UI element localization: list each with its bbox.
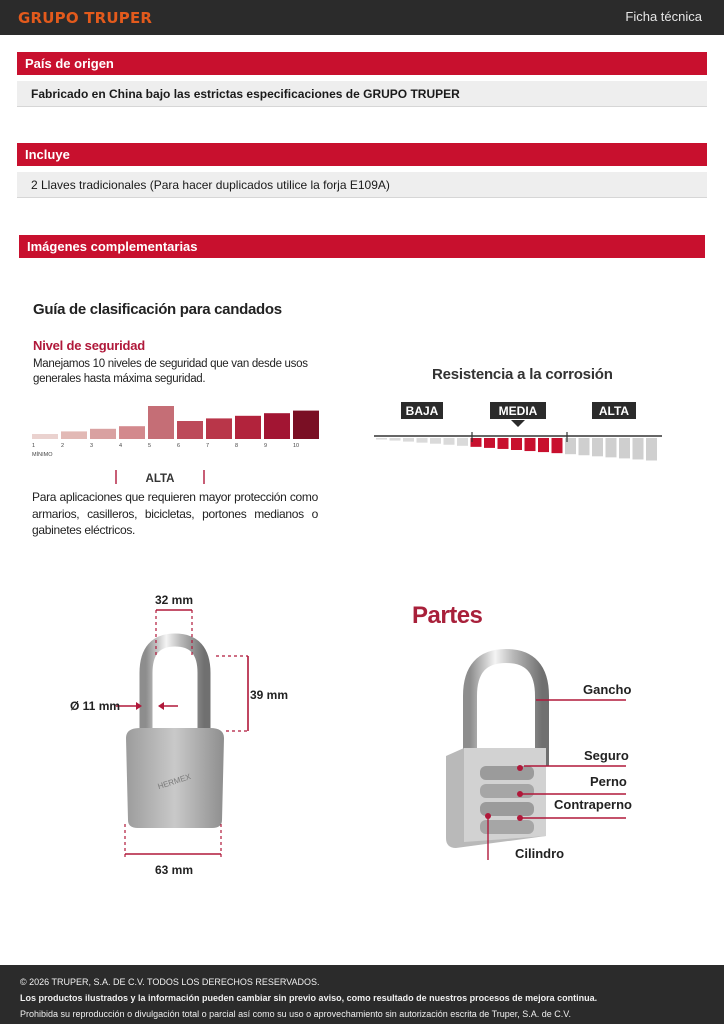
level-number-4: 4 bbox=[119, 443, 123, 449]
origin-text: Fabricado en China bajo las estrictas especificaciones de GRUPO TRUPER bbox=[17, 81, 707, 107]
includes-text: 2 Llaves tradicionales (Para hacer duplicados utilice la forja E109A) bbox=[17, 172, 707, 198]
corrosion-segment-6 bbox=[444, 438, 455, 445]
corrosion-segment-2 bbox=[390, 438, 401, 441]
corrosion-segment-14 bbox=[552, 438, 563, 453]
top-width-label: 32 mm bbox=[154, 593, 194, 607]
part-label-cilindro: Cilindro bbox=[515, 846, 565, 861]
section-title-origin: País de origen bbox=[17, 52, 707, 75]
corrosion-segment-16 bbox=[579, 438, 590, 455]
footer-disclaimer: Los productos ilustrados y la información pueden cambiar sin previo aviso, como resultado de nuestros procesos de mejora continua. bbox=[20, 993, 598, 1003]
level-bar-8 bbox=[235, 416, 261, 439]
footer-copyright: © 2026 TRUPER, S.A. DE C.V. TODOS LOS DERECHOS RESERVADOS. bbox=[20, 977, 320, 987]
corrosion-segment-7 bbox=[457, 438, 468, 446]
selected-pointer bbox=[511, 420, 525, 427]
diameter-label: Ø 11 mm bbox=[70, 699, 121, 713]
corrosion-segment-11 bbox=[511, 438, 522, 450]
part-label-seguro: Seguro bbox=[584, 748, 629, 763]
level-number-5: 5 bbox=[148, 443, 152, 449]
application-description: Para aplicaciones que requieren mayor protección como armarios, casilleros, bicicletas, portones medianos o gabinetes eléctricos. bbox=[32, 490, 318, 537]
classification-title: Guía de clasificación para candados bbox=[33, 301, 282, 318]
level-bar-6 bbox=[177, 421, 203, 439]
hermex-mark: HERMEX bbox=[156, 772, 192, 792]
level-number-9: 9 bbox=[264, 443, 268, 449]
security-level-description: Manejamos 10 niveles de seguridad que van desde usos generales hasta máxima seguridad. bbox=[33, 358, 308, 385]
parts-title: Partes bbox=[412, 602, 483, 629]
level-bar-5 bbox=[148, 406, 174, 439]
body-width-label: 63 mm bbox=[154, 863, 194, 877]
level-number-3: 3 bbox=[90, 443, 94, 449]
section-title-images: Imágenes complementarias bbox=[19, 235, 705, 258]
top-bar bbox=[0, 0, 724, 35]
corrosion-scale bbox=[372, 398, 664, 468]
level-bar-2 bbox=[61, 431, 87, 439]
document-type: Ficha técnica bbox=[625, 9, 702, 24]
footer-prohibition: Prohibida su reproducción o divulgación total o parcial así como su uso o aprovechamiento sin autorización escrita de Truper, S.A. de C.V. bbox=[20, 1009, 571, 1019]
section-title-includes: Incluye bbox=[17, 143, 707, 166]
corrosion-segment-13 bbox=[538, 438, 549, 452]
corrosion-segment-12 bbox=[525, 438, 536, 451]
corrosion-segment-4 bbox=[417, 438, 428, 443]
corrosion-title: Resistencia a la corrosión bbox=[432, 366, 613, 383]
level-bar-9 bbox=[264, 413, 290, 439]
part-label-perno: Perno bbox=[590, 774, 627, 789]
brand-logo: GRUPO TRUPER bbox=[18, 9, 153, 27]
corrosion-segment-21 bbox=[646, 438, 657, 461]
corrosion-label-media: MEDIA bbox=[498, 404, 538, 418]
corrosion-segment-1 bbox=[376, 438, 387, 440]
corrosion-label-alta: ALTA bbox=[598, 404, 630, 418]
security-level-title: Nivel de seguridad bbox=[33, 338, 145, 353]
level-bar-7 bbox=[206, 418, 232, 439]
security-level-chart bbox=[28, 398, 323, 488]
selected-level-label: ALTA bbox=[145, 473, 175, 485]
level-bar-4 bbox=[119, 426, 145, 439]
padlock-dimensions-drawing bbox=[60, 588, 300, 883]
corrosion-segment-19 bbox=[619, 438, 630, 458]
level-number-8: 8 bbox=[235, 443, 239, 449]
level-number-7: 7 bbox=[206, 443, 210, 449]
corrosion-segment-5 bbox=[430, 438, 441, 444]
level-number-1: 1 bbox=[32, 443, 36, 449]
level-bar-10 bbox=[293, 411, 319, 439]
corrosion-segment-3 bbox=[403, 438, 414, 442]
footer bbox=[0, 965, 724, 1024]
height-label: 39 mm bbox=[250, 688, 289, 702]
corrosion-segment-9 bbox=[484, 438, 495, 448]
corrosion-label-baja: BAJA bbox=[405, 404, 439, 418]
part-label-contraperno: Contraperno bbox=[554, 797, 632, 812]
level-number-10: 10 bbox=[293, 443, 300, 449]
corrosion-segment-18 bbox=[606, 438, 617, 457]
corrosion-segment-10 bbox=[498, 438, 509, 449]
corrosion-segment-17 bbox=[592, 438, 603, 456]
min-label: MÍNIMO bbox=[32, 452, 53, 458]
corrosion-segment-20 bbox=[633, 438, 644, 459]
level-bar-3 bbox=[90, 429, 116, 439]
level-number-2: 2 bbox=[61, 443, 65, 449]
part-label-gancho: Gancho bbox=[583, 682, 632, 697]
level-number-6: 6 bbox=[177, 443, 181, 449]
level-bar-1 bbox=[32, 434, 58, 439]
